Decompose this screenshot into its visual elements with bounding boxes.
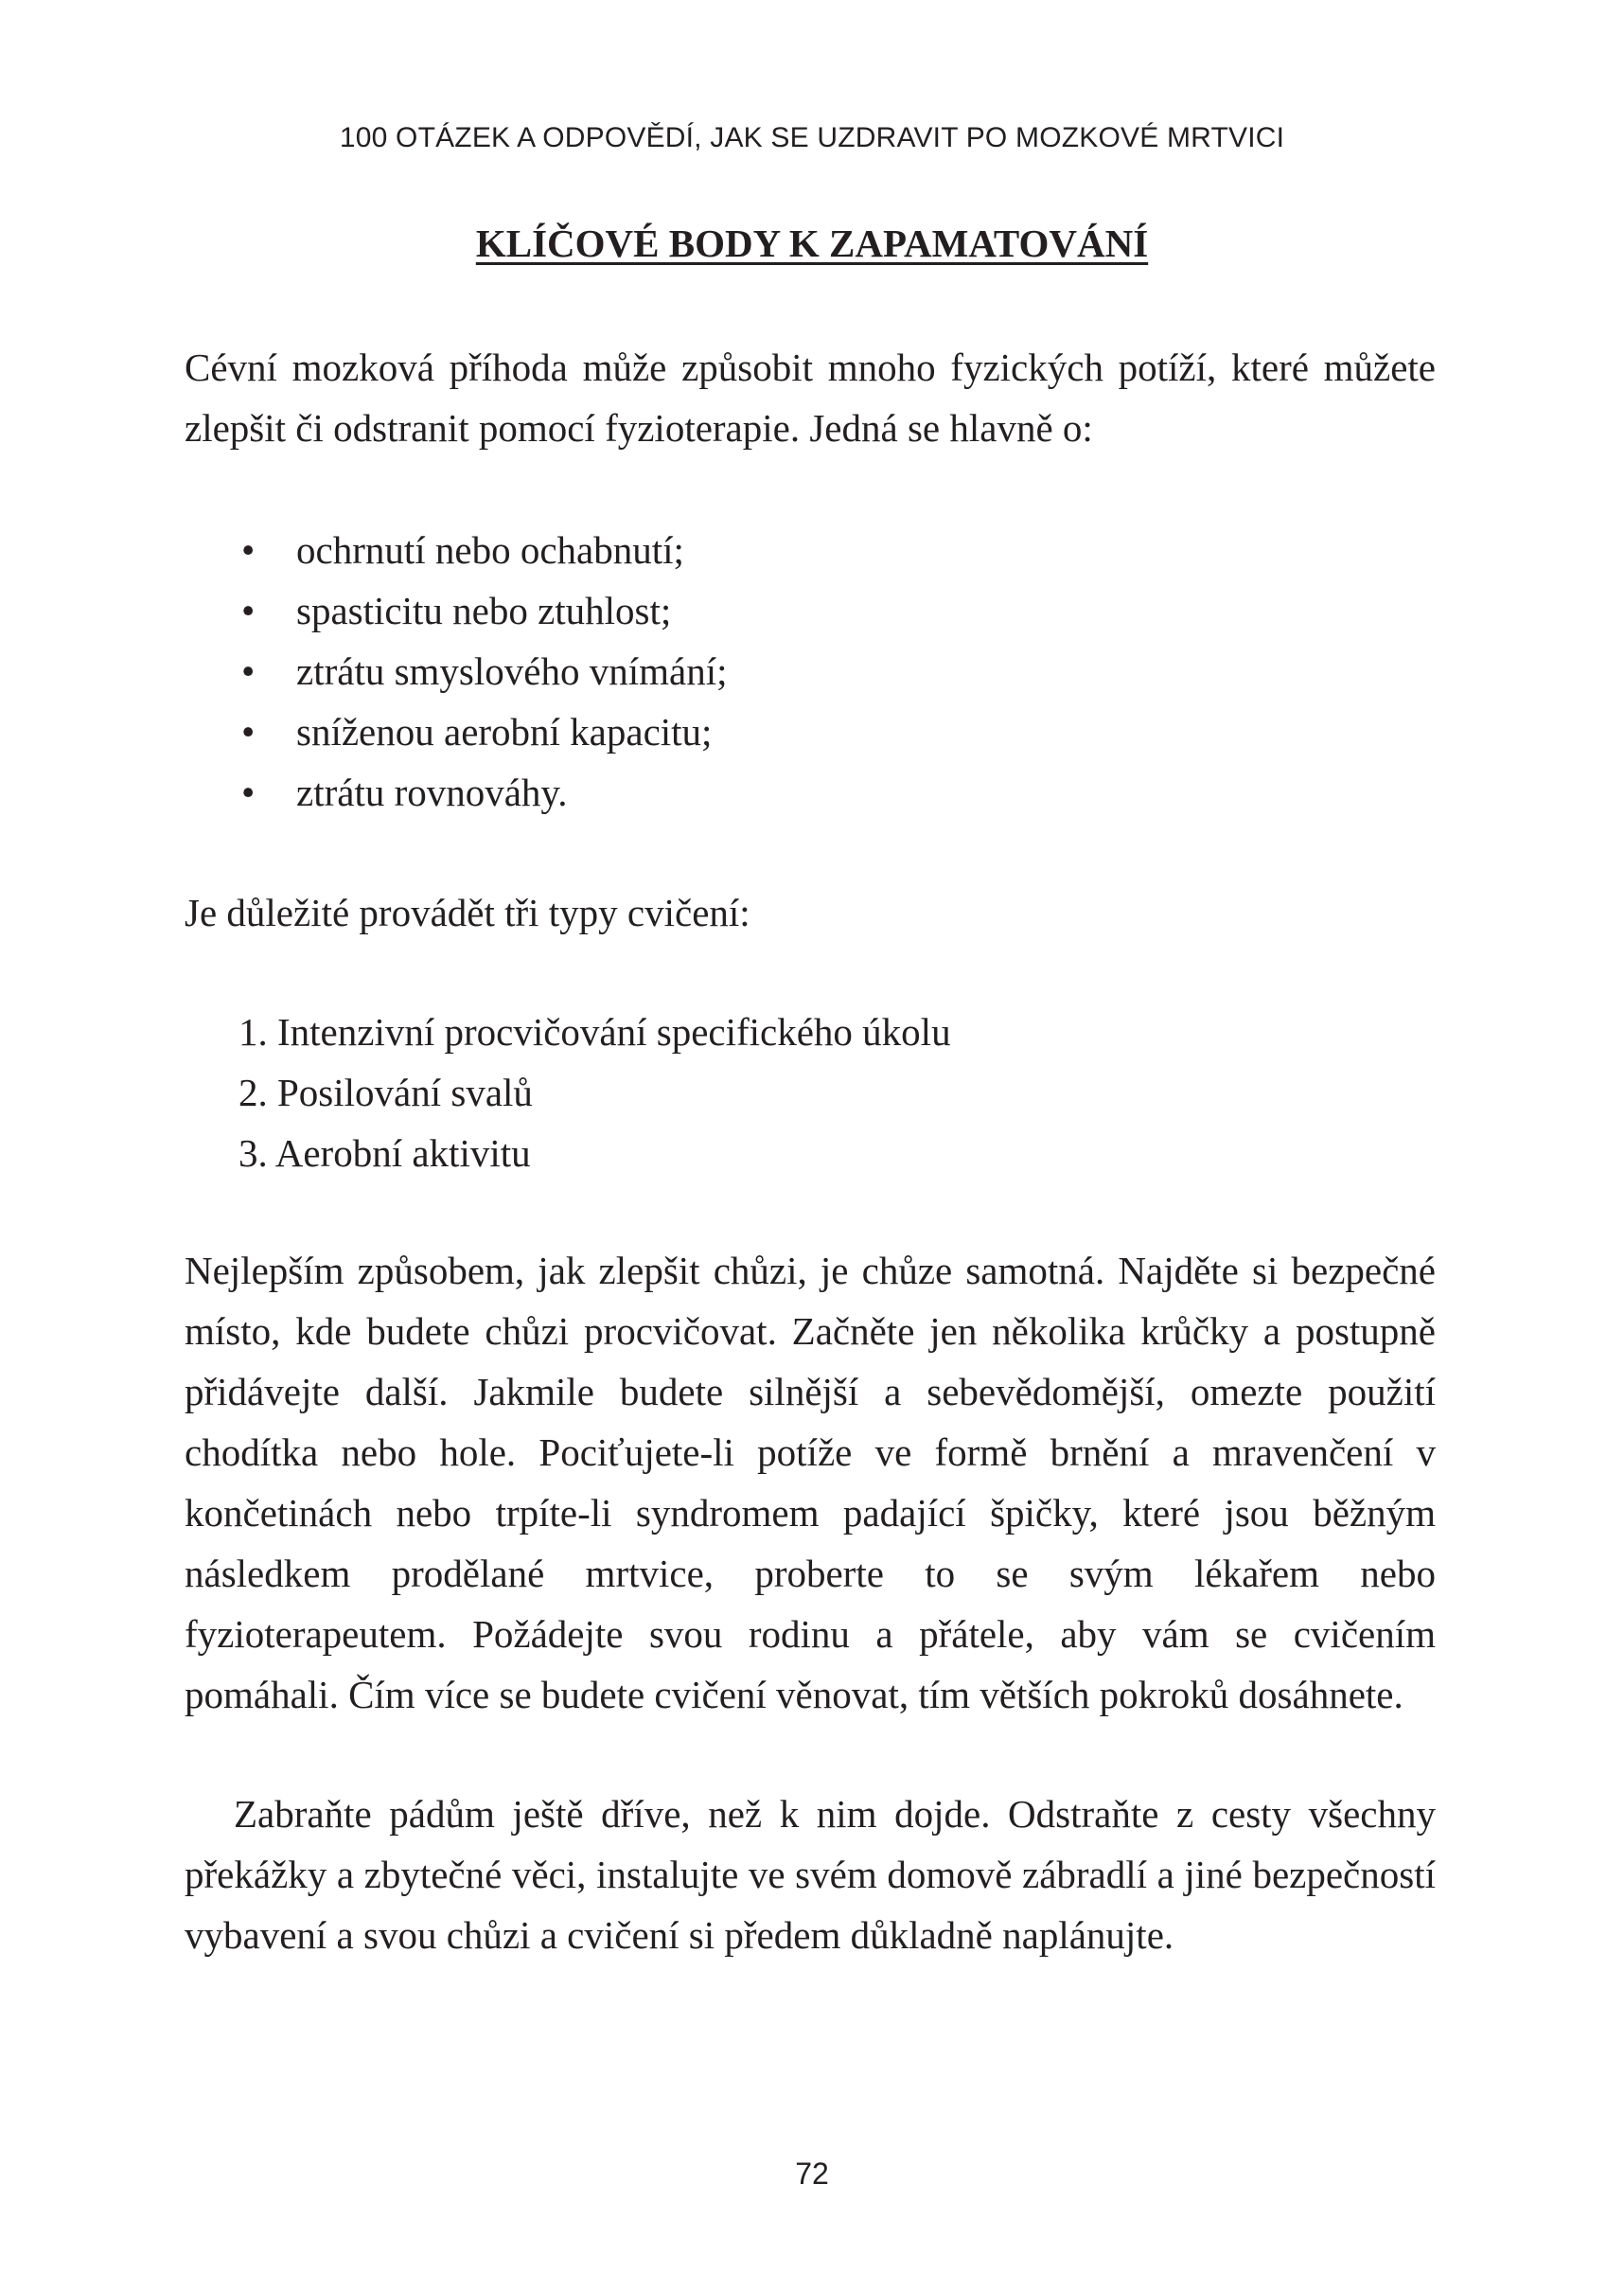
- list-item: [237, 520, 1372, 580]
- falls-section: [185, 1784, 1436, 1965]
- list-item-text: ochrnutí nebo ochabnutí;: [296, 528, 684, 572]
- list-item-number: 1.: [238, 1010, 268, 1054]
- walking-section: [185, 1240, 1436, 1725]
- exercise-types-numbered-list: [238, 1002, 1374, 1183]
- bullet-icon: •: [241, 528, 256, 572]
- list-item-text: ztrátu rovnováhy.: [296, 771, 568, 814]
- bullet-icon: •: [241, 771, 256, 814]
- list-item-text: spasticitu nebo ztuhlost;: [296, 589, 672, 632]
- list-item: [237, 762, 1372, 823]
- list-item-text: Aerobní aktivitu: [274, 1131, 531, 1175]
- problems-list-section: [237, 520, 1372, 823]
- list-item: [238, 1062, 1374, 1123]
- list-item: [237, 641, 1372, 701]
- intro-section: [185, 337, 1436, 458]
- page-number: 72: [795, 2157, 829, 2191]
- list-item-text: ztrátu smyslového vnímání;: [296, 649, 728, 693]
- problems-bullet-list: [237, 520, 1372, 823]
- list-item-text: sníženou aerobní kapacitu;: [296, 710, 713, 754]
- list-item-number: 2.: [238, 1071, 268, 1114]
- list-item-text: Posilování svalů: [277, 1071, 533, 1114]
- running-header: 100 OTÁZEK A ODPOVĚDÍ, JAK SE UZDRAVIT PO MOZKOVÉ MRTVICI: [339, 122, 1285, 153]
- list-item: [238, 1002, 1374, 1062]
- bullet-icon: •: [241, 589, 256, 632]
- intro-paragraph: Cévní mozková příhoda může způsobit mnoho fyzických potíží, které můžete zlepšit či odstranit pomocí fyzioterapie. Jedná se hlavně o:: [185, 346, 1436, 450]
- walking-paragraph: Nejlepším způsobem, jak zlepšit chůzi, je chůze samotná. Najděte si bezpečné místo, kde budete chůzi procvičovat. Začněte jen několika krůčky a postupně přidávejte další. Jakmile budete silnější a sebevědomější, omezte použití chodítka nebo hole. Pociťujete-li potíže ve formě brnění a mravenčení v končetinách nebo trpíte-li syndromem padající špičky, které jsou běžným následkem prodělané mrtvice, proberte to se svým lékařem nebo fyzioterapeutem. Požádejte svou rodinu a přátele, aby vám se cvičením pomáhali. Čím více se budete cvičení věnovat, tím větších pokroků dosáhnete.: [185, 1249, 1436, 1716]
- list-item-text: Intenzivní procvičování specifického úkolu: [277, 1010, 951, 1054]
- list-item: [237, 580, 1372, 641]
- list-item: [238, 1123, 1374, 1183]
- exercise-types-section: [238, 1002, 1374, 1183]
- section-title: KLÍČOVÉ BODY K ZAPAMATOVÁNÍ: [475, 222, 1149, 265]
- bullet-icon: •: [241, 710, 256, 754]
- falls-paragraph: Zabraňte pádům ještě dříve, než k nim dojde. Odstraňte z cesty všechny překážky a zbytečné věci, instalujte ve svém domově zábradlí a jiné bezpečností vybavení a svou chůzi a cvičení si předem důkladně naplánujte.: [185, 1792, 1436, 1957]
- list-item: [237, 701, 1372, 762]
- list-item-number: 3.: [238, 1131, 268, 1175]
- exercise-types-intro-section: [185, 882, 1436, 943]
- exercise-types-intro: Je důležité provádět tři typy cvičení:: [185, 891, 750, 934]
- bullet-icon: •: [241, 649, 256, 693]
